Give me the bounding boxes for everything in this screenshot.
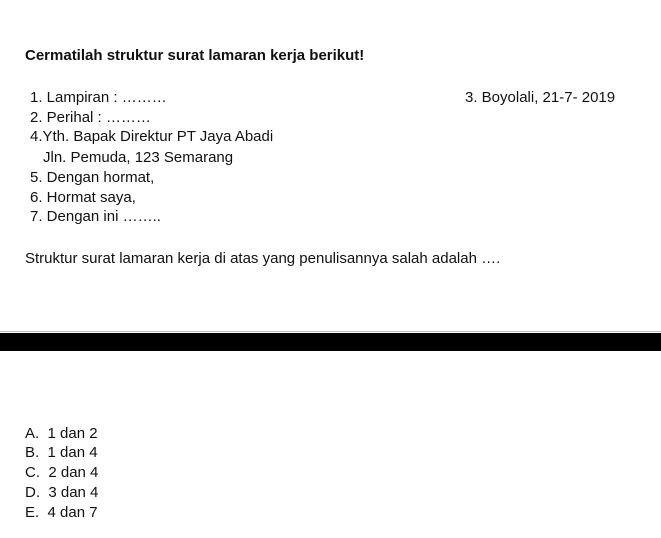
option-text: 3 dan 4 bbox=[48, 484, 99, 501]
letter-opening-sentence: 7. Dengan ini …….. bbox=[30, 208, 161, 225]
option-d[interactable] bbox=[25, 484, 98, 502]
option-letter: E. bbox=[25, 504, 40, 521]
letter-perihal: 2. Perihal : ……… bbox=[30, 109, 151, 126]
question-text: Struktur surat lamaran kerja di atas yang penulisannya salah adalah …. bbox=[25, 250, 501, 267]
option-letter: C. bbox=[25, 464, 40, 481]
divider-edge bbox=[0, 331, 661, 332]
option-letter: A. bbox=[25, 425, 40, 442]
option-letter: B. bbox=[25, 444, 40, 461]
letter-lampiran: 1. Lampiran : ……… bbox=[30, 89, 167, 106]
letter-date: 3. Boyolali, 21-7- 2019 bbox=[465, 89, 616, 106]
option-text: 1 dan 2 bbox=[47, 425, 98, 442]
option-text: 1 dan 4 bbox=[47, 444, 98, 461]
option-e[interactable] bbox=[25, 504, 98, 522]
letter-salutation: 5. Dengan hormat, bbox=[30, 169, 155, 186]
option-letter: D. bbox=[25, 484, 40, 501]
option-text: 4 dan 7 bbox=[47, 504, 98, 521]
option-b[interactable] bbox=[25, 444, 98, 462]
letter-address: Jln. Pemuda, 123 Semarang bbox=[43, 149, 234, 166]
option-text: 2 dan 4 bbox=[48, 464, 99, 481]
letter-recipient: 4.Yth. Bapak Direktur PT Jaya Abadi bbox=[30, 128, 274, 145]
divider-bar bbox=[0, 333, 661, 351]
option-c[interactable] bbox=[25, 464, 98, 482]
option-a[interactable] bbox=[25, 425, 98, 443]
instruction-heading: Cermatilah struktur surat lamaran kerja berikut! bbox=[25, 47, 365, 64]
letter-closing: 6. Hormat saya, bbox=[30, 189, 136, 206]
